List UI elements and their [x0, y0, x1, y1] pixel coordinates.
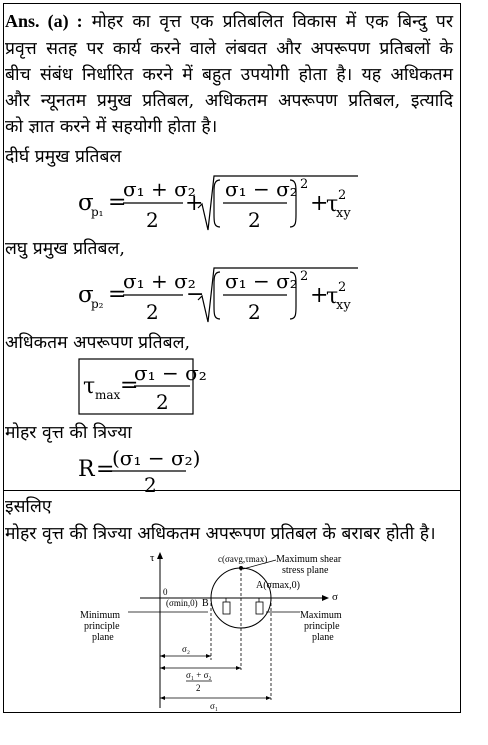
- numerator-diff: σ₁ − σ₂: [225, 177, 298, 201]
- denominator-two: 2: [146, 208, 159, 232]
- sigma-symbol: σ: [78, 282, 94, 308]
- subscript-xy: xy: [336, 298, 351, 313]
- denominator-two: 2: [144, 473, 157, 497]
- equals-sign: =: [96, 457, 115, 482]
- heading-radius: मोहर वृत्त की त्रिज्या: [5, 423, 132, 443]
- equals-sign: =: [120, 373, 139, 398]
- numerator-sum: σ₁ + σ₂: [123, 177, 196, 201]
- max-shear-plane-label: stress plane: [282, 565, 329, 576]
- conclusion-text: मोहर वृत्त की त्रिज्या अधिकतम अपरूपण प्रतिबल के बराबर होती है।: [5, 524, 436, 544]
- exponent-two: 2: [338, 188, 347, 203]
- heading-minor-principal: लघु प्रमुख प्रतिबल,: [5, 239, 125, 259]
- radius-numerator: (σ₁ − σ₂): [112, 446, 201, 470]
- numerator-diff: σ₁ − σ₂: [134, 361, 207, 385]
- equation-major-principal: [70, 172, 360, 234]
- denominator-two: 2: [248, 208, 261, 232]
- answer-line-4: और न्यूनतम प्रमुख प्रतिबल, अधिकतम अपरूपण प्रतिबल, इत्यादि: [5, 91, 453, 111]
- point-a-label: A(σmax,0): [256, 580, 300, 591]
- equals-sign: =: [108, 190, 127, 215]
- point-b-coord-label: (σmin,0): [166, 598, 198, 608]
- exponent-two: 2: [338, 280, 347, 295]
- exponent-two: 2: [300, 177, 309, 192]
- dimension-sigma1-label: σ₁: [210, 701, 218, 711]
- heading-major-principal: दीर्घ प्रमुख प्रतिबल: [5, 147, 122, 167]
- dimension-average-denominator: 2: [196, 683, 201, 693]
- denominator-two: 2: [146, 300, 159, 324]
- point-b-label: B: [202, 598, 209, 609]
- equation-max-shear-boxed: [78, 358, 207, 416]
- max-shear-plane-label: Maximum shear: [276, 554, 342, 565]
- subscript-max: max: [95, 388, 121, 402]
- max-principle-plane-label: plane: [312, 632, 334, 643]
- equals-sign: =: [108, 282, 127, 307]
- plus-sign: +: [310, 191, 329, 216]
- plus-sign: +: [185, 191, 204, 216]
- heading-max-shear: अधिकतम अपरूपण प्रतिबल,: [5, 333, 191, 353]
- mohr-circle-diagram: [80, 550, 380, 712]
- minus-sign: −: [186, 282, 205, 307]
- plus-sign: +: [310, 283, 329, 308]
- subscript-p1: p₁: [91, 205, 104, 219]
- heading-therefore: इसलिए: [5, 497, 52, 517]
- dimension-average-numerator: σ₁ + σ₂: [186, 670, 212, 680]
- numerator-sum: σ₁ + σ₂: [123, 269, 196, 293]
- denominator-two: 2: [156, 390, 169, 414]
- tau-axis-label: τ: [150, 552, 155, 564]
- point-c-label: c(σavg,τmax): [218, 554, 268, 564]
- tau-symbol: τ: [326, 284, 339, 309]
- equation-radius: [72, 446, 202, 496]
- tau-symbol: τ: [326, 192, 339, 217]
- max-principle-plane-label: Maximum: [300, 610, 342, 621]
- min-principle-plane-label: Minimum: [80, 610, 121, 621]
- answer-label: Ans. (a) :: [5, 11, 83, 31]
- equation-minor-principal: [70, 264, 360, 326]
- min-principle-plane-label: plane: [92, 632, 114, 643]
- answer-line-2: प्रवृत्त सतह पर कार्य करने वाले लंबवत और अपरूपण प्रतिबलों के: [5, 39, 453, 59]
- answer-line-3: बीच संबंध निर्धारित करने में बहुत उपयोगी होता है। यह अधिकतम: [5, 65, 453, 85]
- min-principle-plane-label: principle: [84, 621, 120, 632]
- origin-zero: 0: [163, 587, 168, 597]
- exponent-two: 2: [300, 269, 309, 284]
- numerator-diff: σ₁ − σ₂: [225, 269, 298, 293]
- sigma-axis-label: σ: [332, 591, 338, 603]
- answer-line-1: Ans. (a) : मोहर का वृत्त एक प्रतिबलित विकास में एक बिन्दु पर: [5, 11, 453, 32]
- denominator-two: 2: [248, 300, 261, 324]
- answer-line-5: को ज्ञात करने में सहयोगी होता है।: [5, 117, 218, 137]
- tau-symbol: τ: [83, 374, 96, 399]
- subscript-p2: p₂: [91, 297, 104, 311]
- radius-symbol: R: [78, 457, 95, 482]
- max-principle-plane-label: principle: [304, 621, 340, 632]
- sigma-symbol: σ: [78, 190, 94, 216]
- subscript-xy: xy: [336, 206, 351, 221]
- dimension-sigma2-label: σ₂: [182, 644, 190, 654]
